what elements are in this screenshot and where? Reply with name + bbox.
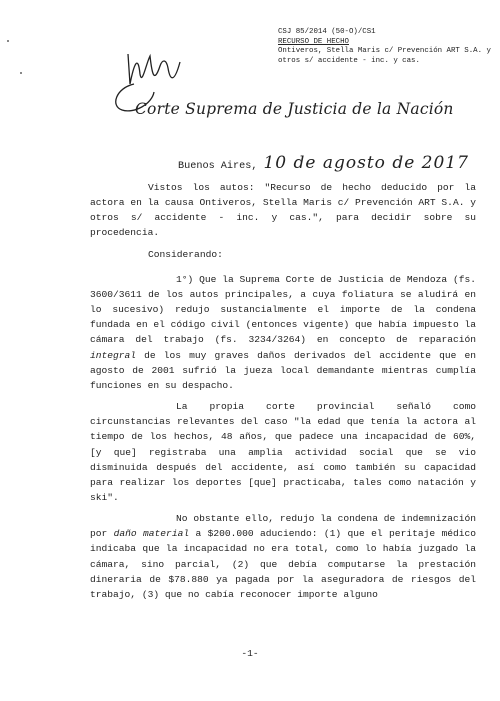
date-printed-text: Buenos Aires,: [178, 161, 258, 172]
date-line: [178, 153, 469, 173]
court-letterhead-title: Corte Suprema de Justicia de la Nación: [135, 100, 454, 118]
date-handwritten-text: 10 de agosto de 2017: [263, 153, 469, 173]
case-caption-line2: otros s/ accidente - inc. y cas.: [278, 56, 420, 65]
paragraph-reduction-end: a $200.000 aduciendo: (1) que el peritaje médico indicaba que la incapacidad no era total, como lo había juzgado la cámara, sino parcial, (2) que debía computarse la prestación dineraria de $78.880 ya pagada por la aseguradora de riesgos del trabajo, (3) que no cabía reconocer importe alguno: [90, 528, 477, 600]
case-type: RECURSO DE HECHO: [278, 37, 349, 46]
paragraph-considerando: Considerando:: [148, 248, 223, 260]
paragraph-point-1-emphasis: integral: [90, 349, 137, 361]
paragraph-reduction: [90, 511, 476, 602]
scan-speck: [7, 40, 9, 42]
case-reference-header: [278, 28, 493, 66]
paragraph-circumstances: La propia corte provincial señaló como circunstancias relevantes del caso "la edad que tenía la actora al tiempo de los hechos, 48 años, que padece una incapacidad de 60%, [y que] registraba una amplia actividad social que se vio disminuida después del accidente, así como también su capacidad para realizar los deportes [que] practicaba, tales como natación y ski".: [90, 401, 476, 503]
paragraph-point-1: [90, 272, 476, 393]
scan-speck: [20, 72, 22, 74]
paragraph-point-1-end: de los muy graves daños derivados del accidente que en agosto de 2001 sufrió la jueza local demandante mientras cumplía funciones en su despacho.: [90, 349, 476, 391]
document-body: [90, 180, 476, 608]
case-number: CSJ 85/2014 (50-O)/CS1: [278, 28, 376, 36]
page-number: -1-: [241, 648, 259, 659]
paragraph-vistos: Vistos los autos: "Recurso de hecho deducido por la actora en la causa Ontiveros, Stella Maris c/ Prevención ART S.A. y otros s/ accidente - inc. y cas.", para decidir sobre su procedencia.: [90, 182, 476, 239]
case-caption-line1: Ontiveros, Stella Maris c/ Prevención ART S.A. y: [278, 47, 491, 56]
paragraph-reduction-emphasis: daño material: [113, 528, 190, 540]
paragraph-point-1-start: 1°) Que la Suprema Corte de Justicia de Mendoza (fs. 3600/3611 de los autos principales, a cuya foliatura se aludirá en lo sucesivo) redujo sustancialmente el importe de la condena fundada en el código civil (entonces vigente) que había impuesto la cámara del trabajo (fs. 3234/3264) en concepto de reparación: [90, 273, 476, 346]
paragraph-reduction-start: No obstante ello, redujo la condena de indemnización por: [90, 513, 476, 540]
